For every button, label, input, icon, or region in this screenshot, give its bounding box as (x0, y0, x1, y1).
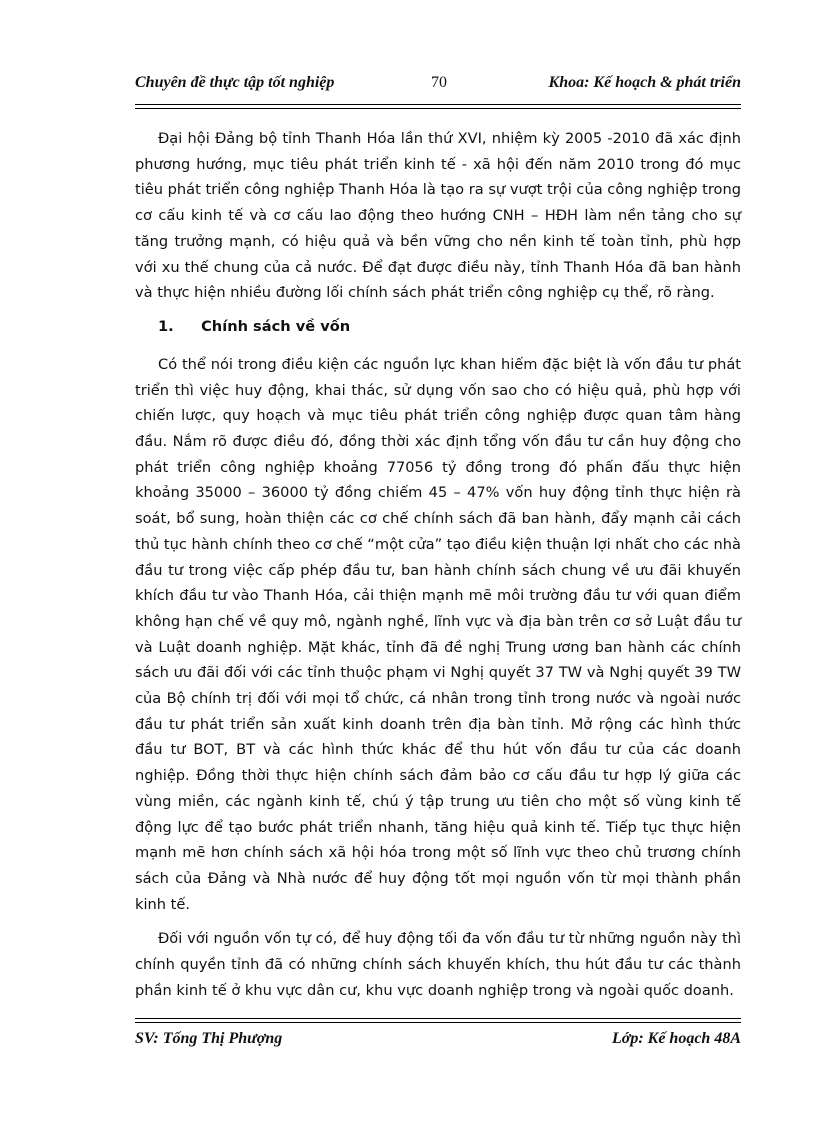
header-left-title: Chuyên đề thực tập tốt nghiệp (135, 74, 335, 91)
section-heading (135, 315, 741, 339)
page-footer (135, 1030, 741, 1052)
footer-divider (135, 1018, 741, 1023)
footer-class: Lớp: Kế hoạch 48A (611, 1030, 741, 1047)
body-paragraph-1: Có thể nói trong điều kiện các nguồn lực khan hiếm đặc biệt là vốn đầu tư phát triển thì việc huy động, khai thác, sử dụng vốn sao cho có hiệu quả, phù hợp với chiến lược, quy hoạch và mục tiêu phát triển công nghiệp được quan tâm hàng đầu. Nắm rõ được điều đó, đồng thời xác định tổng vốn đầu tư cần huy động cho phát triển công nghiệp khoảng 77056 tỷ đồng trong đó phấn đấu thực hiện khoảng 35000 – 36000 tỷ đồng chiếm 45 – 47% vốn huy động tỉnh thực hiện rà soát, bổ sung, hoàn thiện các cơ chế chính sách đã ban hành, đẩy mạnh cải cách thủ tục hành chính theo cơ chế “một cửa” tạo điều kiện thuận lợi nhất cho các nhà đầu tư trong việc cấp phép đầu tư, ban hành chính sách chung về ưu đãi khuyến khích đầu tư vào Thanh Hóa, cải thiện mạnh mẽ môi trường đầu tư với quan điểm không hạn chế về quy mô, ngành nghề, lĩnh vực và địa bàn trên cơ sở Luật đầu tư và Luật doanh nghiệp. Mặt khác, tỉnh đã đề nghị Trung ương ban hành các chính sách ưu đãi đối với các tỉnh thuộc phạm vi Nghị quyết 37 TW và Nghị quyết 39 TW của Bộ chính trị đối với mọi tổ chức, cá nhân trong tỉnh trong nước và ngoài nước đầu tư phát triển sản xuất kinh doanh trên địa bàn tỉnh. Mở rộng các hình thức đầu tư BOT, BT và các hình thức khác để thu hút vốn đầu tư của các doanh nghiệp. Đồng thời thực hiện chính sách đảm bảo cơ cấu đầu tư hợp lý giữa các vùng miền, các ngành kinh tế, chú ý tập trung ưu tiên cho một số vùng kinh tế động lực để tạo bước phát triển nhanh, tăng hiệu quả kinh tế. Tiếp tục thực hiện mạnh mẽ hơn chính sách xã hội hóa trong một số lĩnh vực theo chủ trương chính sách của Đảng và Nhà nước để huy động tốt mọi nguồn vốn từ mọi thành phần kinh tế. (135, 355, 742, 913)
page-number: 70 (431, 74, 447, 91)
page-header (135, 74, 741, 98)
header-divider (135, 104, 741, 109)
intro-paragraph: Đại hội Đảng bộ tỉnh Thanh Hóa lần thứ XVI, nhiệm kỳ 2005 -2010 đã xác định phương hướng, mục tiêu phát triển kinh tế - xã hội đến năm 2010 trong đó mục tiêu phát triển công nghiệp Thanh Hóa là tạo ra sự vượt trội của công nghiệp trong cơ cấu kinh tế và cơ cấu lao động theo hướng CNH – HĐH làm nền tảng cho sự tăng trưởng mạnh, có hiệu quả và bền vững cho nền kinh tế toàn tỉnh, phù hợp với xu thế chung của cả nước. Để đạt được điều này, tỉnh Thanh Hóa đã ban hành và thực hiện nhiều đường lối chính sách phát triển công nghiệp cụ thể, rõ ràng. (135, 130, 741, 302)
section-title: Chính sách về vốn (201, 317, 351, 335)
header-right-title: Khoa: Kế hoạch & phát triển (548, 74, 741, 91)
body-paragraph-2: Đối với nguồn vốn tự có, để huy động tối đa vốn đầu tư từ những nguồn này thì chính quyền tỉnh đã có những chính sách khuyến khích, thu hút đầu tư các thành phần kinh tế ở khu vực dân cư, khu vực doanh nghiệp trong và ngoài quốc doanh. (135, 930, 741, 999)
footer-student: SV: Tống Thị Phượng (135, 1030, 283, 1047)
page-body (135, 126, 741, 1013)
section-number: 1. (158, 317, 174, 335)
